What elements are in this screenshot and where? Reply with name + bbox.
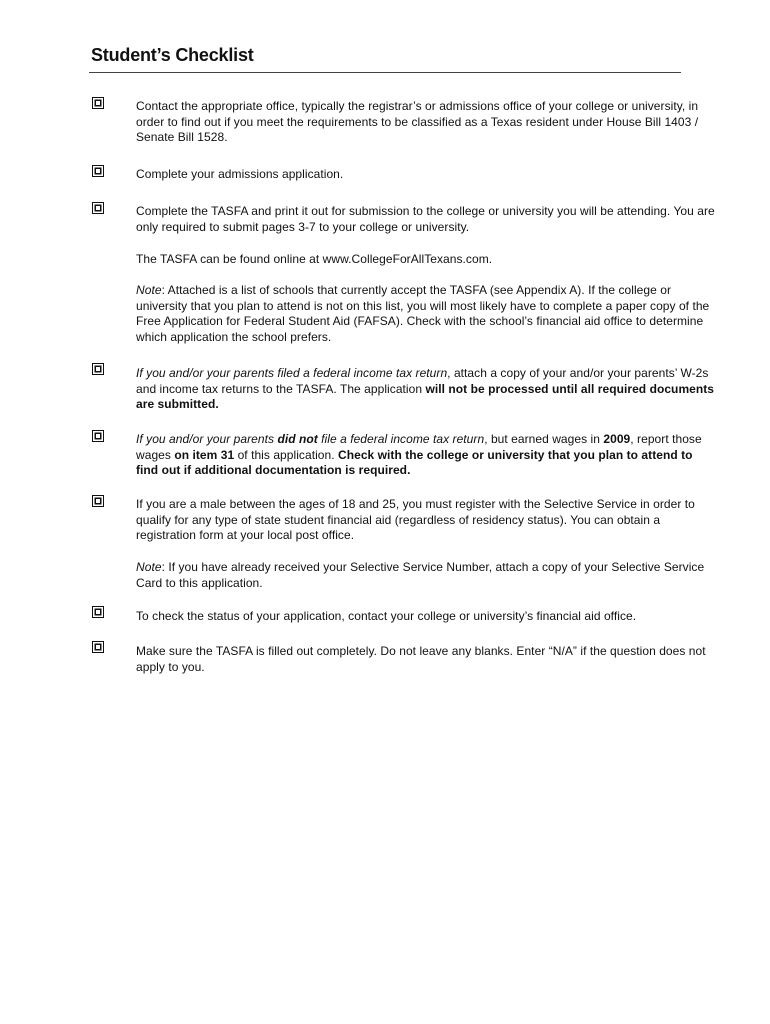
checklist-item-6-text: If you are a male between the ages of 18 and 25, you must register with the Selective Service in order to qualify for any type of state student financial aid (regardless of residency status). You can obtain a registration form at your local post office.: [136, 497, 695, 542]
checklist-item-3-text: Complete the TASFA and print it out for submission to the college or university you will be attending. You are only required to submit pages 3-7 to your college or university.: [136, 204, 715, 234]
checklist-item-8-text: Make sure the TASFA is filled out completely. Do not leave any blanks. Enter “N/A” if the question does not apply to you.: [136, 644, 706, 674]
item-5-plain-3: of this application.: [234, 447, 339, 462]
checklist-checkbox-7[interactable]: [92, 606, 104, 618]
item-4-bold: will not be processed until all required documents are submitted.: [136, 381, 715, 411]
checklist-item-1-text: Contact the appropriate office, typically the registrar’s or admissions office of your college or university, in order to find out if you meet the requirements to be classified as a Texas resident under House Bill 1403 / Senate Bill 1528.: [136, 99, 699, 144]
item-5-plain-2: , report those wages: [136, 432, 702, 462]
checklist-item-3-tasfa-url: The TASFA can be found online at www.CollegeForAllTexans.com.: [136, 252, 493, 266]
checklist-item-7-text: To check the status of your application, contact your college or university’s financial aid office.: [136, 609, 637, 623]
checklist-checkbox-2[interactable]: [92, 165, 104, 177]
checklist-checkbox-1[interactable]: [92, 97, 104, 109]
title-divider: [89, 72, 681, 73]
checklist-item-5-text: [136, 432, 716, 479]
item-5-bold-check: Check with the college or university that you plan to attend to find out if additional documentation is required.: [136, 447, 693, 477]
checklist-checkbox-5[interactable]: [92, 430, 104, 442]
item-5-bold-item: on item 31: [174, 447, 235, 462]
note-label: Note: [136, 560, 162, 574]
checklist-item-4-text: [136, 366, 716, 413]
checklist-checkbox-3[interactable]: [92, 202, 104, 214]
page-title: Student’s Checklist: [91, 45, 254, 65]
item-5-bold-year: 2009: [603, 432, 631, 446]
checklist-checkbox-6[interactable]: [92, 495, 104, 507]
checklist-checkbox-4[interactable]: [92, 363, 104, 375]
checklist-checkbox-8[interactable]: [92, 641, 104, 653]
checklist-item-3-note: [136, 283, 716, 345]
item-5-italic-2: file a federal income tax return: [317, 432, 485, 446]
item-5-bold-italic: did not: [277, 432, 318, 446]
item-5-plain-1: , but earned wages in: [484, 432, 604, 446]
checklist-item-2-text: Complete your admissions application.: [136, 167, 344, 181]
note-label: Note: [136, 283, 162, 297]
note-text: : If you have already received your Selective Service Number, attach a copy of your Selective Service Card to this application.: [136, 560, 705, 590]
checklist-item-6-note: [136, 560, 716, 591]
item-5-italic-1: If you and/or your parents: [136, 432, 278, 446]
item-4-plain: , attach a copy of your and/or your parents’ W-2s and income tax returns to the TASFA. The application: [136, 366, 709, 396]
note-text: : Attached is a list of schools that currently accept the TASFA (see Appendix A). If the college or university that you plan to attend is not on this list, you will most likely have to complete a paper copy of the Free Application for Federal Student Aid (FAFSA). Check with the school’s financial aid office to determine which application the school prefers.: [136, 283, 710, 344]
item-4-italic: If you and/or your parents filed a federal income tax return: [136, 366, 448, 380]
